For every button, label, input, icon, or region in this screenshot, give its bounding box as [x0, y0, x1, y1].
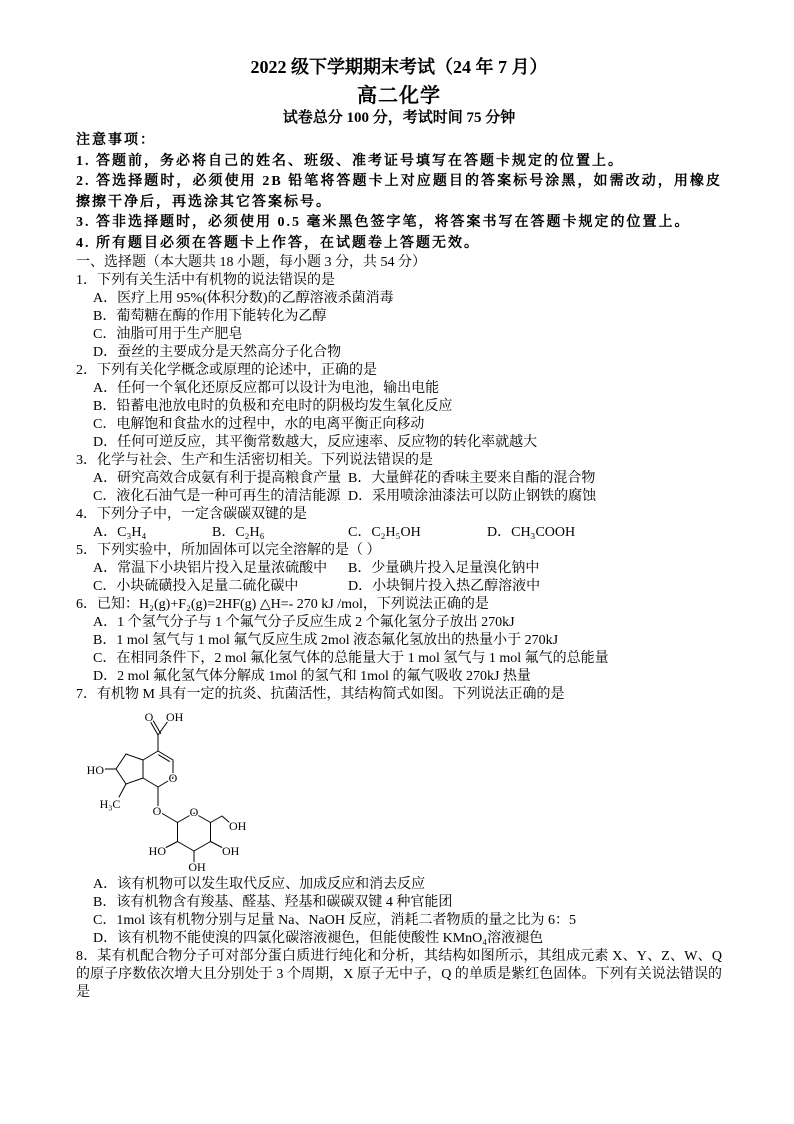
option-d: D．2 mol 氟化氢气体分解成 1mol 的氢气和 1mol 的氟气吸收 270kJ 热量	[93, 669, 531, 684]
option-b: B．该有机物含有羧基、醛基、羟基和碳碳双键 4 种官能团	[93, 895, 453, 910]
atom-label: OH	[166, 710, 184, 724]
structural-formula-diagram	[76, 704, 266, 876]
option-row	[76, 578, 722, 596]
atom-labels	[87, 710, 247, 874]
option-row	[76, 524, 722, 542]
option-c: C．油脂可用于生产肥皂	[93, 327, 243, 342]
atom-label: OH	[229, 819, 247, 833]
option-b: B．C₂H₆	[212, 525, 265, 540]
bond	[116, 769, 126, 784]
option-b: B．少量碘片投入足量溴化钠中	[348, 561, 540, 576]
option-d: D．采用喷涂油漆法可以防止钢铁的腐蚀	[348, 489, 597, 504]
option-d: D．CH₃COOH	[487, 525, 576, 540]
atom-label: O	[144, 710, 154, 724]
option-d: D．蚕丝的主要成分是天然高分子化合物	[93, 345, 342, 360]
bond	[119, 784, 126, 797]
option-row	[76, 560, 722, 578]
option-d: D．小块铜片投入热乙醇溶液中	[348, 579, 541, 594]
option-b: B．葡萄糖在酶的作用下能转化为乙醇	[93, 309, 327, 324]
note-item: 2. 答选择题时，必须使用 2B 铅笔将答题卡上对应题目的答案标号涂黑，如需改动，用橡皮擦擦干净后，再选涂其它答案标号。	[76, 174, 722, 210]
bond	[153, 720, 161, 734]
question-2	[76, 362, 722, 452]
exam-title: 2022 级下学期期末考试（24 年 7 月）	[250, 57, 548, 77]
option-c: C．电解饱和食盐水的过程中，水的电离平衡正向移动	[93, 417, 425, 432]
atom-label: O	[189, 805, 199, 819]
atom-label: HO	[148, 844, 166, 858]
bond	[165, 842, 178, 849]
option-c: C．在相同条件下，2 mol 氟化氢气体的总能量大于 1 mol 氢气与 1 mol 氟气的总能量	[93, 651, 609, 666]
atom-label: H₃C	[99, 797, 121, 811]
option-b: B．大量鲜花的香味主要来自酯的混合物	[348, 471, 596, 486]
structure-figure	[76, 704, 722, 876]
option-d: D．该有机物不能使溴的四氯化碳溶液褪色，但能使酸性 KMnO₄溶液褪色	[93, 931, 544, 946]
option-row	[76, 488, 722, 506]
note-item: 4. 所有题目必须在答题卡上作答，在试题卷上答题无效。	[76, 235, 480, 251]
question-stem: 3．化学与社会、生产和生活密切相关。下列说法错误的是	[76, 453, 433, 468]
notes-heading: 注意事项：	[76, 133, 156, 148]
question-7	[76, 686, 722, 948]
bond	[194, 842, 211, 852]
option-c: C．C₂H₅OH	[348, 525, 421, 540]
option-row	[76, 470, 722, 488]
option-c: C．小块硫磺投入足量二硫化碳中	[93, 579, 299, 594]
atom-label: O	[168, 771, 178, 785]
option-a: A．C₃H₄	[93, 525, 147, 540]
question-stem: 7．有机物 M 具有一定的抗炎、抗菌活性，其结构简式如图。下列说法正确的是	[76, 687, 565, 702]
question-3	[76, 452, 722, 506]
option-a: A．医疗上用 95%(体积分数)的乙醇溶液杀菌消毒	[93, 291, 394, 306]
bond	[126, 754, 143, 760]
option-c: C．液化石油气是一种可再生的清洁能源	[93, 489, 341, 504]
atom-label: OH	[222, 844, 240, 858]
note-item: 3. 答非选择题时，必须使用 0.5 毫米黑色签字笔，将答案书写在答题卡规定的位置上。	[76, 215, 691, 230]
bond	[116, 754, 126, 769]
option-a: A．1 个氢气分子与 1 个氟气分子反应生成 2 个氟化氢分子放出 270kJ	[93, 615, 515, 630]
question-stem: 4．下列分子中，一定含碳碳双键的是	[76, 507, 307, 522]
option-d: D．任何可逆反应，其平衡常数越大，反应速率、反应物的转化率就越大	[93, 435, 538, 450]
question-stem: 1．下列有关生活中有机物的说法错误的是	[76, 273, 335, 288]
subject-title: 高二化学	[357, 85, 441, 107]
bond	[211, 816, 223, 823]
question-stem: 5．下列实验中，所加固体可以完全溶解的是（ ）	[76, 543, 381, 558]
option-c: C．1mol 该有机物分别与足量 Na、NaOH 反应，消耗二者物质的量之比为 6：5	[93, 913, 576, 928]
bond	[143, 778, 158, 787]
option-a: A．常温下小块铝片投入足量浓硫酸中	[93, 561, 328, 576]
questions-section	[76, 254, 722, 1002]
option-b: B．铅蓄电池放电时的负极和充电时的阴极均发生氧化反应	[93, 399, 453, 414]
question-4	[76, 506, 722, 542]
atom-label: OH	[188, 860, 206, 874]
section-title: 一、选择题（本大题共 18 小题，每小题 3 分，共 54 分）	[76, 255, 426, 270]
note-item: 1. 答题前，务必将自己的姓名、班级、准考证号填写在答题卡规定的位置上。	[76, 153, 624, 169]
question-stem: 8．某有机配合物分子可对部分蛋白质进行纯化和分析，其结构如图所示，其组成元素 X、Y、Z、W、Q 的原子序数依次增大且分别处于 3 个周期，X 原子无中子，Q 的单质是紫红色固体。下列有关说法错误的是	[76, 949, 722, 1000]
option-a: A．该有机物可以发生取代反应、加成反应和消去反应	[93, 877, 426, 892]
question-1	[76, 272, 722, 362]
option-a: A．研究高效合成氨有利于提高粮食产量	[93, 471, 342, 486]
question-8	[76, 948, 722, 1002]
bond	[159, 755, 170, 762]
bond	[143, 751, 158, 760]
atom-label: HO	[86, 763, 104, 777]
atom-label: O	[152, 804, 162, 818]
bond	[126, 778, 143, 784]
question-6	[76, 596, 722, 686]
option-a: A．任何一个氧化还原反应都可以设计为电池，输出电能	[93, 381, 440, 396]
question-stem: 2．下列有关化学概念或原理的论述中，正确的是	[76, 363, 377, 378]
bonds	[103, 720, 230, 863]
exam-content	[76, 57, 722, 1002]
option-b: B．1 mol 氢气与 1 mol 氟气反应生成 2mol 液态氟化氢放出的热量小于 270kJ	[93, 633, 559, 648]
question-5	[76, 542, 722, 596]
notes-section	[76, 131, 722, 254]
exam-info: 试卷总分 100 分，考试时间 75 分钟	[282, 110, 516, 126]
question-stem: 6．已知：H₂(g)+F₂(g)=2HF(g) △H=- 270 kJ /mol，下列说法正确的是	[76, 597, 489, 612]
bond	[178, 842, 195, 852]
